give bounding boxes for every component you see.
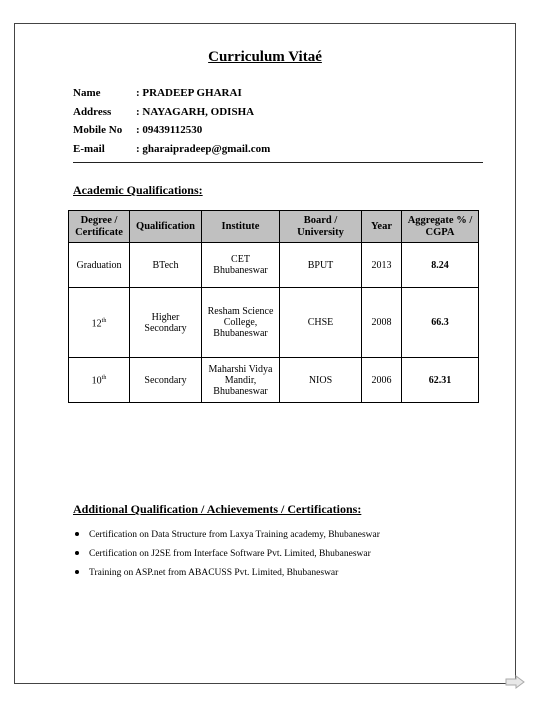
degree-text: Graduation <box>76 259 122 271</box>
cell-qualification: BTech <box>130 243 202 288</box>
degree-suffix: th <box>101 317 107 324</box>
cell-board: NIOS <box>280 358 362 403</box>
cell-board: CHSE <box>280 288 362 358</box>
cell-qualification: Secondary <box>130 358 202 403</box>
header-aggregate: Aggregate % / CGPA <box>402 211 479 243</box>
info-row-address <box>73 103 270 122</box>
header-institute: Institute <box>202 211 280 243</box>
info-label: Address <box>73 105 112 118</box>
personal-info <box>73 84 270 158</box>
cell-aggregate: 66.3 <box>402 288 479 358</box>
resume-page <box>14 23 516 684</box>
cell-year: 2008 <box>362 288 402 358</box>
list-item: Certification on Data Structure from Laxya Training academy, Bhubaneswar <box>73 525 380 544</box>
cell-institute: Resham Science College, Bhubaneswar <box>202 288 280 358</box>
info-value: : PRADEEP GHARAI <box>136 87 242 100</box>
header-board: Board / University <box>280 211 362 243</box>
cell-year: 2006 <box>362 358 402 403</box>
info-row-name <box>73 84 270 103</box>
cell-board: BPUT <box>280 243 362 288</box>
info-value: : gharaipradeep@gmail.com <box>136 142 271 155</box>
degree-suffix: th <box>101 375 107 382</box>
cell-institute: Maharshi Vidya Mandir, Bhubaneswar <box>202 358 280 403</box>
info-row-mobile <box>73 121 270 140</box>
cell-aggregate: 8.24 <box>402 243 479 288</box>
page-curl-arrow-icon <box>505 675 525 689</box>
header-degree: Degree / Certificate <box>69 211 130 243</box>
cell-degree <box>69 288 130 358</box>
header-year: Year <box>362 211 402 243</box>
list-item: Certification on J2SE from Interface Software Pvt. Limited, Bhubaneswar <box>73 544 380 563</box>
cell-qualification: Higher Secondary <box>130 288 202 358</box>
info-value: : NAYAGARH, ODISHA <box>136 105 255 118</box>
table-header-row <box>69 211 479 243</box>
document-title: Curriculum Vitaé <box>208 49 322 65</box>
additional-heading: Additional Qualification / Achievements / Certifications: <box>73 502 362 516</box>
cell-degree <box>69 243 130 288</box>
cell-year: 2013 <box>362 243 402 288</box>
academic-heading-text: Academic Qualifications <box>73 183 199 197</box>
info-row-email <box>73 140 270 159</box>
info-label: Mobile No <box>73 124 123 137</box>
achievements-list <box>73 525 380 582</box>
qualifications-table <box>68 210 479 403</box>
header-qualification: Qualification <box>130 211 202 243</box>
info-value: : 09439112530 <box>136 124 203 137</box>
cell-institute: CET Bhubaneswar <box>202 243 280 288</box>
table-row <box>69 358 479 403</box>
info-label: Name <box>73 87 101 100</box>
cell-degree <box>69 358 130 403</box>
cell-aggregate: 62.31 <box>402 358 479 403</box>
info-label: E-mail <box>73 142 105 155</box>
table-row <box>69 288 479 358</box>
table-row <box>69 243 479 288</box>
divider <box>73 162 483 163</box>
academic-heading: Academic Qualifications: <box>73 183 203 197</box>
degree-text: 10 <box>91 375 102 387</box>
list-item: Training on ASP.net from ABACUSS Pvt. Limited, Bhubaneswar <box>73 563 380 582</box>
degree-text: 12 <box>91 318 102 330</box>
